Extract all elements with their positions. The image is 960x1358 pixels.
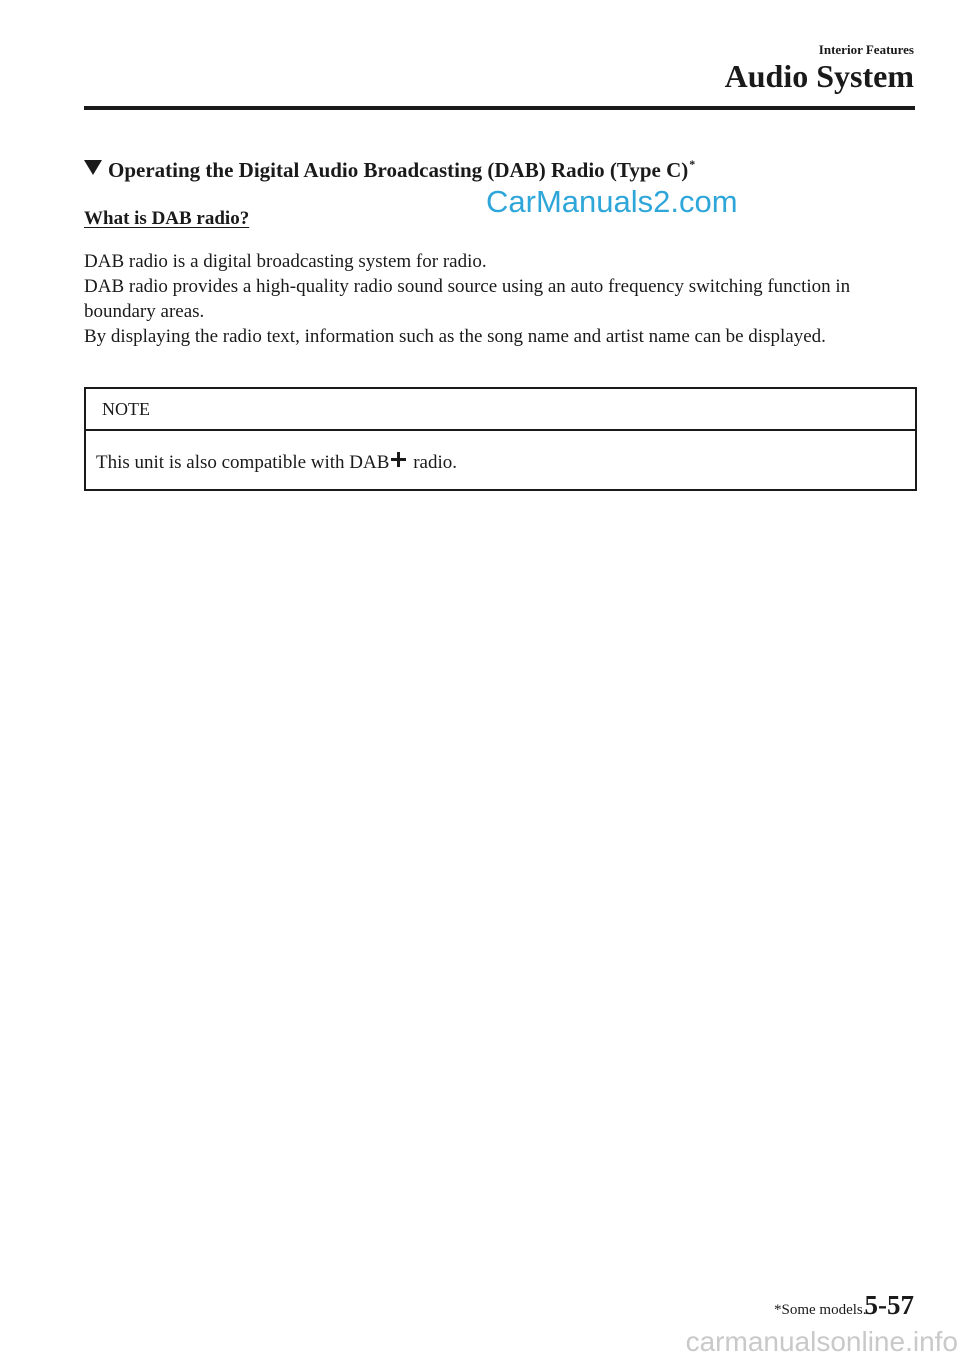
paragraph: DAB radio is a digital broadcasting system for radio. (84, 251, 487, 272)
footnote: *Some models. (774, 1302, 867, 1318)
subheading: What is DAB radio? (84, 208, 250, 229)
watermark-logo: CarManuals2.com (486, 184, 738, 219)
note-text (96, 452, 457, 474)
header-divider (84, 106, 915, 110)
note-text-end: radio. (408, 452, 457, 473)
body-text (84, 249, 915, 349)
page-title: Audio System (724, 58, 914, 94)
paragraph: By displaying the radio text, information such as the song name and artist name can be displayed. (84, 326, 826, 347)
section-heading-text: Operating the Digital Audio Broadcasting (DAB) Radio (Type C) (108, 158, 689, 182)
section-title: Interior Features (818, 42, 914, 57)
section-heading (84, 157, 695, 183)
note-divider (86, 429, 915, 431)
some-models-marker: * (689, 157, 696, 171)
note-box (84, 387, 917, 491)
page-number: 5-57 (864, 1290, 914, 1320)
footer-watermark: carmanualsonline.info (685, 1326, 958, 1357)
note-title: NOTE (102, 399, 150, 419)
paragraph: DAB radio provides a high-quality radio sound source using an auto frequency switching function in boundary areas. (84, 276, 851, 322)
plus-icon (391, 452, 406, 467)
note-text-start: This unit is also compatible with DAB (96, 452, 390, 473)
triangle-down-icon (84, 160, 102, 175)
